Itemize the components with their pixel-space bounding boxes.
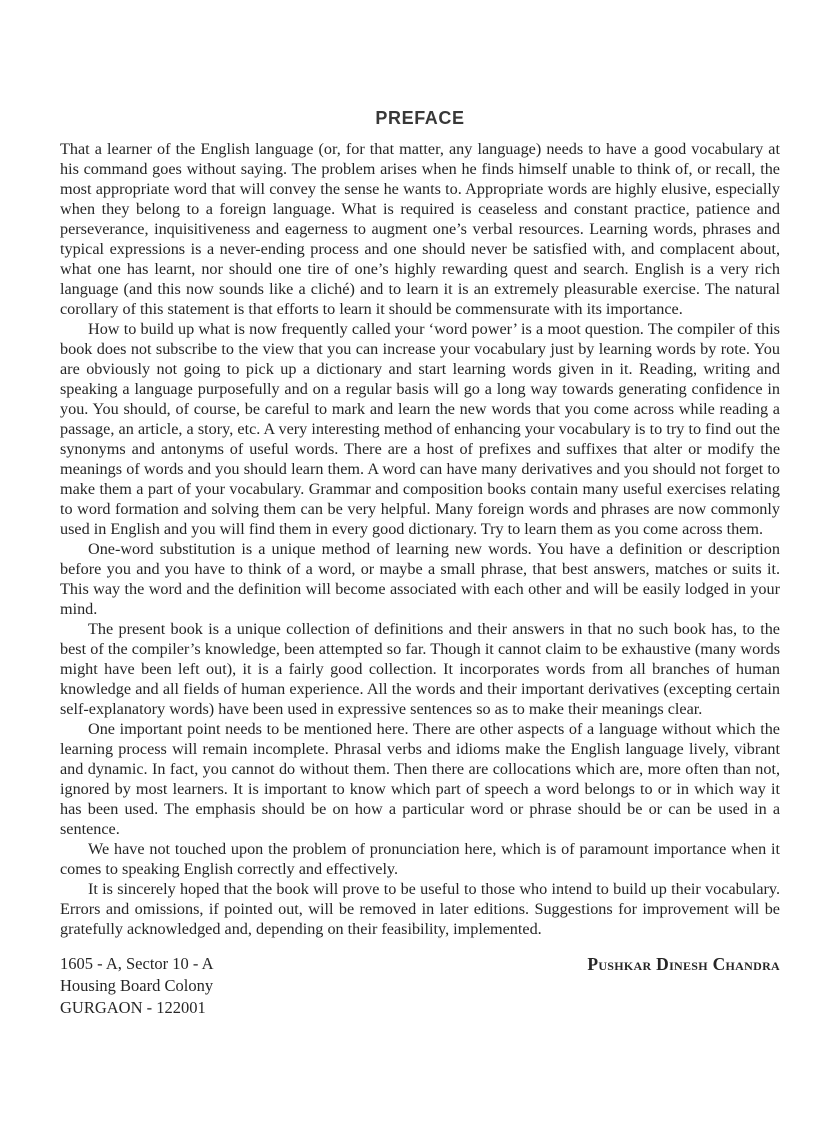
address-line-1: 1605 - A, Sector 10 - A (60, 954, 214, 973)
paragraph-3: One-word substitution is a unique method of learning new words. You have a definition or description before you and you have to think of a word, or maybe a small phrase, that best answers, matches or suits it. This way the word and the definition will become associated with each other and will be easily lodged in your mind. (60, 540, 780, 618)
paragraph-6: We have not touched upon the problem of pronunciation here, which is of paramount importance when it comes to speaking English correctly and effectively. (60, 840, 780, 878)
preface-body (60, 139, 780, 939)
footer (60, 953, 780, 1019)
author-address (60, 953, 214, 1019)
paragraph-2: How to build up what is now frequently called your ‘word power’ is a moot question. The compiler of this book does not subscribe to the view that you can increase your vocabulary just by learning words by rote. You are obviously not going to pick up a dictionary and start learning words given in it. Reading, writing and speaking a language purposefully and on a regular basis will go a long way towards generating confidence in you. You should, of course, be careful to mark and learn the new words that you come across while reading a passage, an article, a story, etc. A very interesting method of enhancing your vocabulary is to try to find out the synonyms and antonyms of useful words. There are a host of prefixes and suffixes that alter or modify the meanings of words and you should learn them. A word can have many derivatives and you should not forget to make them a part of your vocabulary. Grammar and composition books contain many useful exercises relating to word formation and solving them can be very helpful. Many foreign words and phrases are now commonly used in English and you will find them in every good dictionary. Try to learn them as you come across them. (60, 320, 780, 538)
paragraph-5: One important point needs to be mentioned here. There are other aspects of a language without which the learning process will remain incomplete. Phrasal verbs and idioms make the English language lively, vibrant and dynamic. In fact, you cannot do without them. Then there are collocations which are, more often than not, ignored by most learners. It is important to know which part of speech a word belongs to or in which way it has been used. The emphasis should be on how a particular word or phrase should be or can be used in a sentence. (60, 720, 780, 838)
address-line-3: GURGAON - 122001 (60, 998, 206, 1017)
author-name: Pushkar Dinesh Chandra (587, 954, 780, 974)
paragraph-7: It is sincerely hoped that the book will prove to be useful to those who intend to build up their vocabulary. Errors and omissions, if pointed out, will be removed in later editions. Suggestions for improvement will be gratefully acknowledged and, depending on their feasibility, implemented. (60, 880, 780, 938)
paragraph-1: That a learner of the English language (or, for that matter, any language) needs to have a good vocabulary at his command goes without saying. The problem arises when he finds himself unable to think of, or recall, the most appropriate word that will convey the sense he wants to. Appropriate words are highly elusive, especially when they belong to a foreign language. What is required is ceaseless and constant practice, patience and perseverance, inquisitiveness and eagerness to augment one’s verbal resources. Learning words, phrases and typical expressions is a never-ending process and one should never be satisfied with, and complacent about, what one has learnt, nor should one tire of one’s highly rewarding quest and search. English is a very rich language (and this now sounds like a cliché) and to learn it is an extremely pleasurable exercise. The natural corollary of this statement is that efforts to learn it should be commensurate with its importance. (60, 140, 780, 318)
page-title: PREFACE (375, 108, 465, 128)
address-line-2: Housing Board Colony (60, 976, 214, 995)
paragraph-4: The present book is a unique collection of definitions and their answers in that no such book has, to the best of the compiler’s knowledge, been attempted so far. Though it cannot claim to be exhaustive (many words might have been left out), it is a fairly good collection. It incorporates words from all branches of human knowledge and all fields of human experience. All the words and their important derivatives (excepting certain self-explanatory words) have been used in expressive sentences so as to make their meanings clear. (60, 620, 780, 718)
